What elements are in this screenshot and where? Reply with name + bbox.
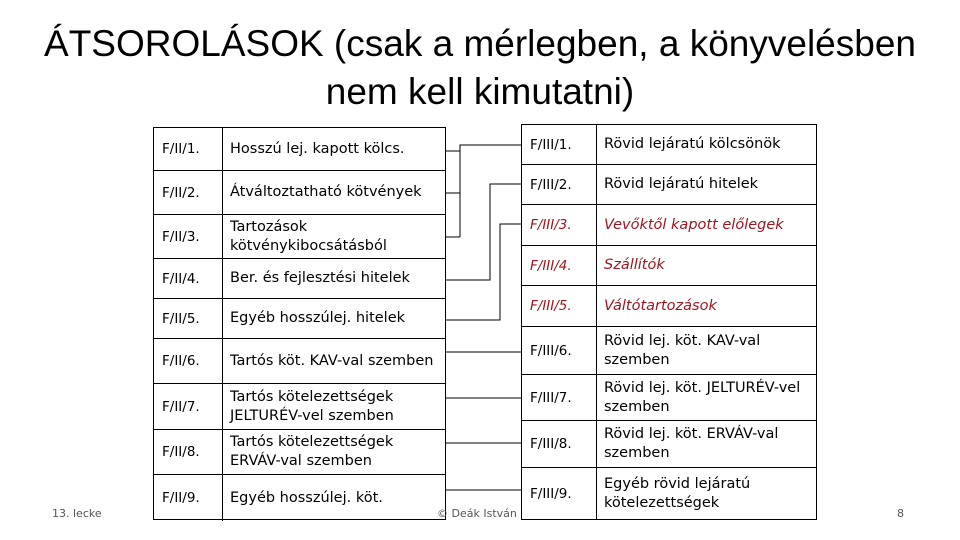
- right-code: F/III/3.: [522, 205, 597, 245]
- right-label: Rövid lej. köt. KAV-val szemben: [604, 332, 761, 368]
- right-label: Vevőktől kapott előlegek: [604, 216, 784, 233]
- right-code: F/III/9.: [522, 468, 597, 520]
- left-code: F/II/6.: [154, 339, 223, 383]
- left-code: F/II/3.: [154, 215, 223, 258]
- lesson-label: 13. lecke: [52, 507, 102, 520]
- right-code: F/III/7.: [522, 375, 597, 420]
- left-code: F/II/5.: [154, 299, 223, 338]
- author-label: © Deák István: [437, 507, 517, 520]
- left-label: Hosszú lej. kapott kölcs.: [230, 140, 405, 157]
- left-label: Ber. és fejlesztési hitelek: [230, 270, 410, 286]
- left-label: Tartós kötelezettségek JELTURÉV-vel szemben: [230, 388, 394, 424]
- right-label: Egyéb rövid lejáratú kötelezettségek: [604, 476, 751, 511]
- right-label: Rövid lej. köt. ERVÁV-val szemben: [604, 426, 779, 461]
- right-code: F/III/1.: [522, 125, 597, 164]
- left-label: Tartozások kötvénykibocsátásból: [230, 218, 387, 254]
- right-label: Rövid lejáratú hitelek: [604, 176, 759, 192]
- left-code: F/II/9.: [154, 475, 223, 521]
- right-code: F/III/4.: [522, 246, 597, 285]
- left-label: Egyéb hosszúlej. hitelek: [230, 310, 406, 326]
- right-code: F/III/2.: [522, 165, 597, 204]
- page-title: ÁTSOROLÁSOK (csak a mérlegben, a könyvelésben nem kell kimutatni): [44, 23, 916, 112]
- connector-left4-right2: [446, 184, 521, 280]
- right-label: Rövid lejáratú kölcsönök: [604, 136, 781, 152]
- right-code: F/III/8.: [522, 421, 597, 467]
- left-code: F/II/4.: [154, 259, 223, 298]
- left-code: F/II/7.: [154, 384, 223, 429]
- connector-left5-right3: [446, 224, 521, 320]
- right-code: F/III/5.: [522, 286, 597, 326]
- left-code: F/II/2.: [154, 171, 223, 214]
- right-label: Rövid lej. köt. JELTURÉV-vel szemben: [604, 379, 801, 415]
- page-number: 8: [897, 507, 904, 520]
- right-label: Váltótartozások: [604, 297, 717, 314]
- right-code: F/III/6.: [522, 327, 597, 374]
- left-code: F/II/1.: [154, 128, 223, 170]
- left-label: Átváltoztatható kötvények: [230, 184, 422, 200]
- left-label: Tartós kötelezettségek ERVÁV-val szemben: [230, 434, 394, 469]
- right-label: Szállítók: [604, 257, 665, 273]
- left-label: Tartós köt. KAV-val szemben: [230, 352, 434, 369]
- left-label: Egyéb hosszúlej. köt.: [230, 489, 383, 506]
- connector-to-right1: [460, 145, 521, 151]
- left-code: F/II/8.: [154, 430, 223, 474]
